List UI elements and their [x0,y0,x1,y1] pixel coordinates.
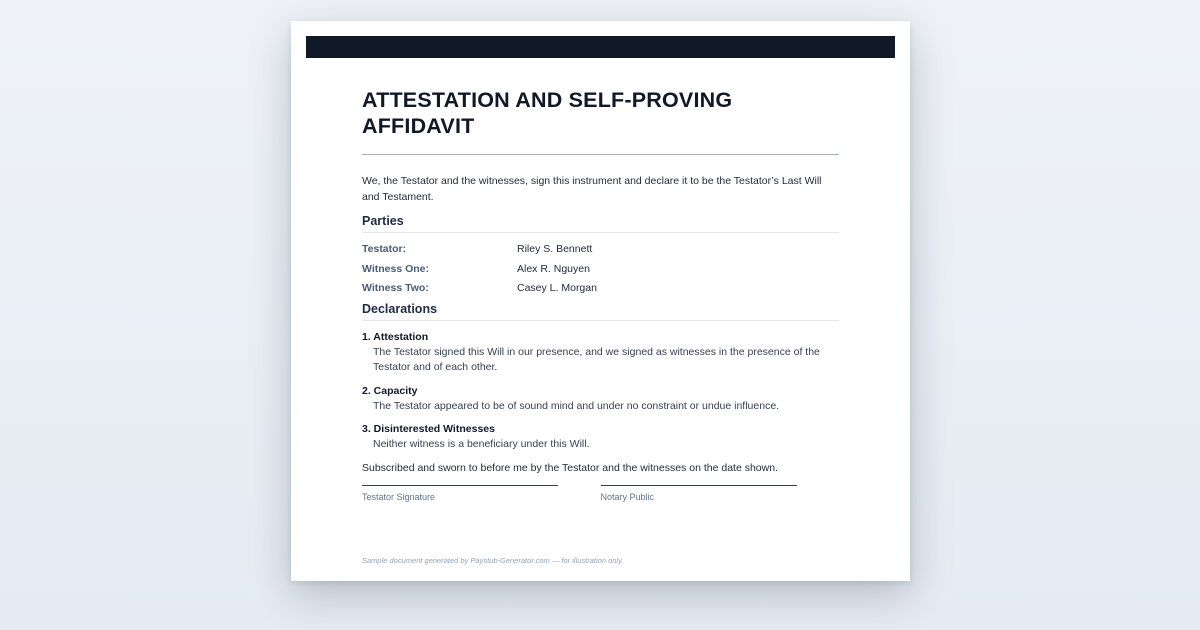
declaration-body: The Testator signed this Will in our presence, and we signed as witnesses in the presence of the Testator and of each other. [373,345,820,373]
party-row-testator [362,242,839,262]
party-value: Riley S. Bennett [517,243,593,255]
parties-heading: Parties [362,213,839,233]
declaration-item [362,422,839,453]
party-row-witness-one [362,262,839,282]
declaration-title: 3. Disinterested Witnesses [362,423,495,435]
declarations-heading: Declarations [362,301,839,321]
footnote: Sample document generated by Paystub-Generator.com — for illustration only. [362,556,624,565]
signature-block-notary [601,485,840,503]
document-title: ATTESTATION AND SELF-PROVING AFFIDAVIT [362,88,733,138]
parties-list [362,242,839,301]
declaration-item [362,330,839,376]
signature-area [362,485,839,503]
party-label: Witness Two: [362,282,429,294]
party-label: Witness One: [362,262,429,275]
title-divider [362,154,839,155]
party-value: Casey L. Morgan [517,282,597,294]
party-row-witness-two [362,281,839,301]
signature-label: Notary Public [600,492,655,502]
signature-block-testator [362,485,601,503]
declaration-body: The Testator appeared to be of sound mind and under no constraint or undue influence. [373,399,780,412]
signature-line [362,485,558,486]
party-value: Alex R. Nguyen [517,262,590,275]
declaration-item [362,384,839,415]
declaration-title: 2. Capacity [362,384,418,397]
declarations-list [362,330,839,453]
declaration-title: 1. Attestation [362,330,429,343]
declaration-body: Neither witness is a beneficiary under this Will. [373,438,590,450]
document-page [291,21,910,581]
sworn-statement: Subscribed and sworn to before me by the Testator and the witnesses on the date shown. [362,461,778,474]
document-content [362,87,839,476]
header-bar [306,36,895,58]
signature-line [601,485,797,486]
signature-label: Testator Signature [362,492,436,502]
intro-paragraph: We, the Testator and the witnesses, sign this instrument and declare it to be the Testator’s Last Will and Testament. [362,175,822,203]
party-label: Testator: [362,243,407,255]
